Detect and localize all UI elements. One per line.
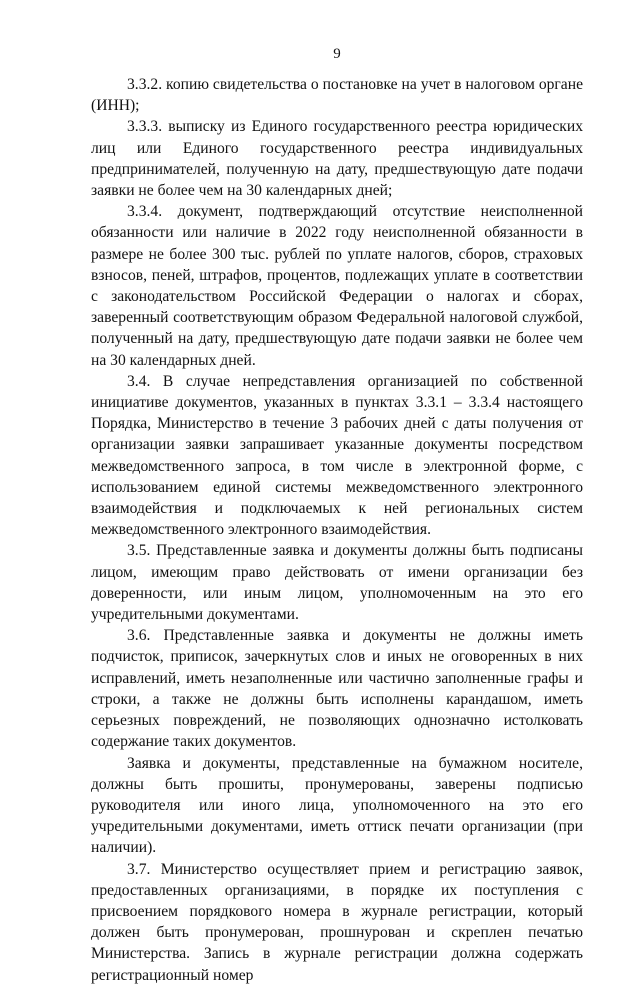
paragraph-3-5: 3.5. Представленные заявка и документы должны быть подписаны лицом, имеющим право действовать от имени организации без доверенности, или иным лицом, уполномоченным на это его учредительными документами. — [91, 542, 583, 624]
paragraph-3-6: 3.6. Представленные заявка и документы не должны иметь подчисток, приписок, зачеркнутых слов и иных не оговоренных в них исправлений, иметь незаполненные или частично заполненные графы и строки, а также не должны быть исполнены карандашом, иметь серьезных повреждений, не позволяющих однозначно истолковать содержание таких документов. — [91, 627, 583, 751]
document-body — [91, 74, 583, 986]
paragraph-3-3-2: 3.3.2. копию свидетельства о постановке на учет в налоговом органе (ИНН); — [91, 76, 583, 115]
paragraph-3-4: 3.4. В случае непредставления организацией по собственной инициативе документов, указанных в пунктах 3.3.1 – 3.3.4 настоящего Порядка, Министерство в течение 3 рабочих дней с даты получения от организации заявки запрашивает указанные документы посредством межведомственного запроса, в том числе в электронной форме, с использованием единой системы межведомственного электронного взаимодействия и подключаемых к ней региональных систем межведомственного электронного взаимодействия. — [91, 372, 583, 539]
paragraph-paper-documents: Заявка и документы, представленные на бумажном носителе, должны быть прошиты, пронумерованы, заверены подписью руководителя или иного лица, уполномоченного на это его учредительными документами, иметь оттиск печати организации (при наличии). — [91, 754, 583, 857]
page-number: 9 — [333, 46, 341, 62]
paragraph-3-3-4: 3.3.4. документ, подтверждающий отсутствие неисполненной обязанности или наличие в 2022 году неисполненной обязанности в размере не более 300 тыс. рублей по уплате налогов, сборов, страховых взносов, пеней, штрафов, процентов, подлежащих уплате в соответствии с законодательством Российской Федерации о налогах и сборах, заверенный соответствующим образом Федеральной налоговой службой, полученный на дату, предшествующую дате подачи заявки не более чем на 30 календарных дней. — [91, 203, 583, 369]
paragraph-3-7: 3.7. Министерство осуществляет прием и регистрацию заявок, предоставленных организациями, в порядке их поступления с присвоением порядкового номера в журнале регистрации, который должен быть пронумерован, прошнурован и скреплен печатью Министерства. Запись в журнале регистрации должна содержать регистрационный номер — [91, 860, 583, 984]
paragraph-3-3-3: 3.3.3. выписку из Единого государственного реестра юридических лиц или Единого государственного реестра индивидуальных предпринимателей, полученную на дату, предшествующую дате подачи заявки не более чем на 30 календарных дней; — [91, 118, 583, 200]
